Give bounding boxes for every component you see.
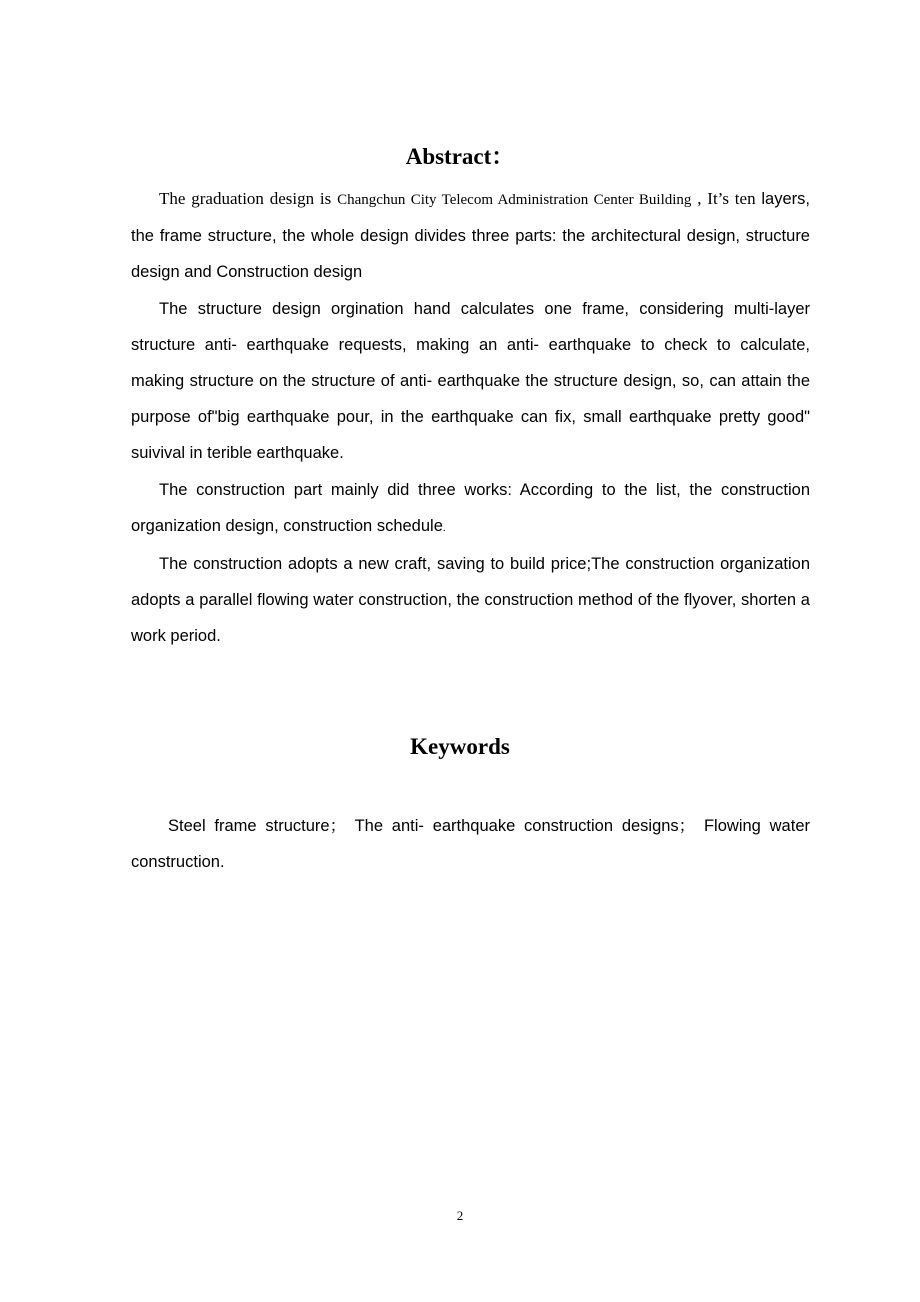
abstract-p3-main: The construction part mainly did three works: According to the list, the construction organization design, construction schedule: [131, 480, 810, 535]
abstract-p1-building-name: Changchun City Telecom Administration Center Building: [337, 192, 692, 208]
abstract-body: [131, 181, 810, 655]
page-number: 2: [456, 1208, 464, 1223]
abstract-p3-period: .: [442, 521, 446, 534]
abstract-p1-intro: The graduation design is: [159, 189, 338, 208]
abstract-heading: Abstract：: [405, 144, 515, 169]
abstract-p1-its: , It’s ten: [691, 189, 762, 208]
abstract-paragraph-1: [131, 181, 810, 291]
abstract-paragraph-4: The construction adopts a new craft, saving to build price;The construction organization adopts a parallel flowing water construction, the construction method of the flyover, shorten a work period.: [131, 555, 810, 646]
keywords-heading: Keywords: [410, 734, 510, 759]
abstract-paragraph-2: The structure design orgination hand calculates one frame, considering multi-layer structure anti- earthquake requests, making an anti- earthquake to check to calculate, making structure on the structure of anti- earthquake the structure design, so, can attain the purpose of"big earthquake pour, in the earthquake can fix, small earthquake pretty good" suivival in terible earthquake.: [131, 299, 810, 463]
keywords-body: [131, 808, 810, 880]
keywords-text: Steel frame structure； The anti- earthquake construction designs； Flowing water construction.: [131, 817, 810, 872]
abstract-p1-rest: layers, the frame structure, the whole design divides three parts: the architectural design, structure design and Construction design: [131, 190, 810, 282]
abstract-paragraph-3: [131, 472, 810, 546]
